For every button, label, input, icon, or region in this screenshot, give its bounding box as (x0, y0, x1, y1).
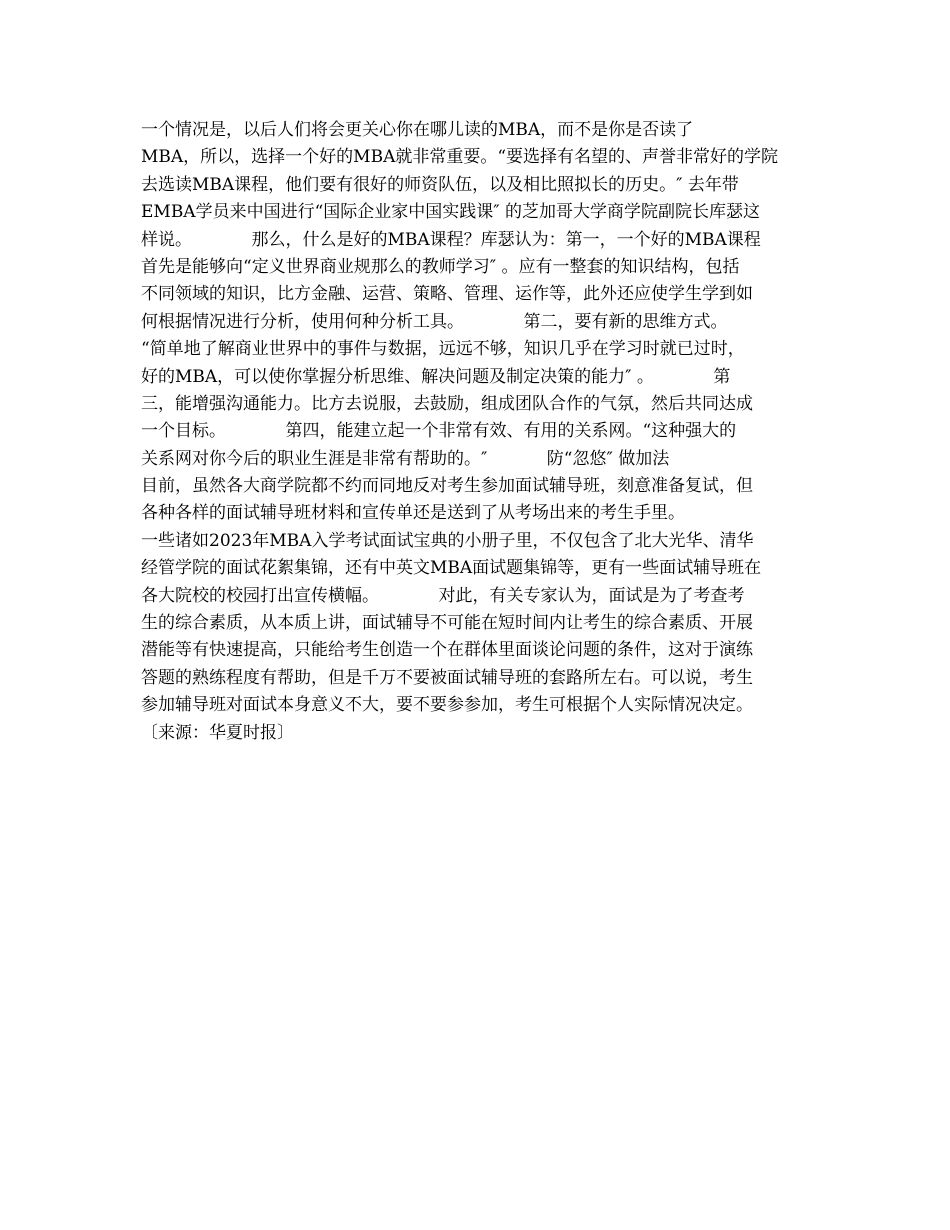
text-line: 生的综合素质，从本质上讲，面试辅导不可能在短时间内让考生的综合素质、开展 (141, 613, 753, 634)
text-line: 一个目标。 第四，能建立起一个非常有效、有用的关系网。“这种强大的 (141, 421, 737, 442)
text-line: 一个情况是，以后人们将会更关心你在哪儿读的MBA，而不是你是否读了 (141, 120, 694, 140)
text-line: 何根据情况进行分析，使用何种分析工具。 第二，要有新的思维方式。 (141, 311, 728, 332)
text-line: MBA，所以，选择一个好的MBA就非常重要。“要选择有名望的、声誉非常好的学院 (141, 147, 779, 168)
text-line: 潜能等有快速提高，只能给考生创造一个在群体里面谈论问题的条件，这对于演练 (141, 640, 753, 661)
text-line: 各大院校的校园打出宣传横幅。 对此，有关专家认为，面试是为了考查考 (141, 585, 745, 606)
text-line: “简单地了解商业世界中的事件与数据，远远不够，知识几乎在学习时就已过时， (141, 339, 745, 360)
source-citation: 〔来源：华夏时报〕 (141, 722, 294, 743)
text-line: 三，能增强沟通能力。比方去说服，去鼓励，组成团队合作的气氛，然后共同达成 (141, 393, 753, 414)
text-line: 答题的熟练程度有帮助，但是千万不要被面试辅导班的套路所左右。可以说，考生 (141, 667, 753, 688)
text-line: 目前，虽然各大商学院都不约而同地反对考生参加面试辅导班，刻意准备复试，但 (141, 476, 753, 497)
article-body (141, 117, 821, 747)
text-line: 不同领域的知识，比方金融、运营、策略、管理、运作等，此外还应使学生学到如 (141, 284, 753, 305)
text-line: 一些诸如2023年MBA入学考试面试宝典的小册子里，不仅包含了北大光华、清华 (141, 530, 754, 551)
text-line: EMBA学员来中国进行“国际企业家中国实践课″ 的芝加哥大学商学院副院长库瑟这 (141, 202, 761, 223)
text-line: 好的MBA，可以使你掌握分析思维、解决问题及制定决策的能力″ 。 第 (141, 366, 731, 387)
text-line: 去选读MBA课程，他们要有很好的师资队伍，以及相比照拟长的历史。″ 去年带 (141, 174, 739, 195)
text-line: 经管学院的面试花絮集锦，还有中英文MBA面试题集锦等，更有一些面试辅导班在 (141, 558, 762, 579)
text-line: 各种各样的面试辅导班材料和宣传单还是送到了从考场出来的考生手里。 (141, 503, 685, 524)
section-heading-line: 关系网对你今后的职业生涯是非常有帮助的。″ 防“忽悠″ 做加法 (141, 448, 670, 469)
text-line: 首先是能够向“定义世界商业规那么的教师学习″ 。应有一整套的知识结构，包括 (141, 256, 740, 277)
text-line: 参加辅导班对面试本身意义不大，要不要参参加，考生可根据个人实际情况决定。 (141, 695, 753, 716)
text-line: 样说。 那么，什么是好的MBA课程？库瑟认为：第一，一个好的MBA课程 (141, 229, 761, 250)
